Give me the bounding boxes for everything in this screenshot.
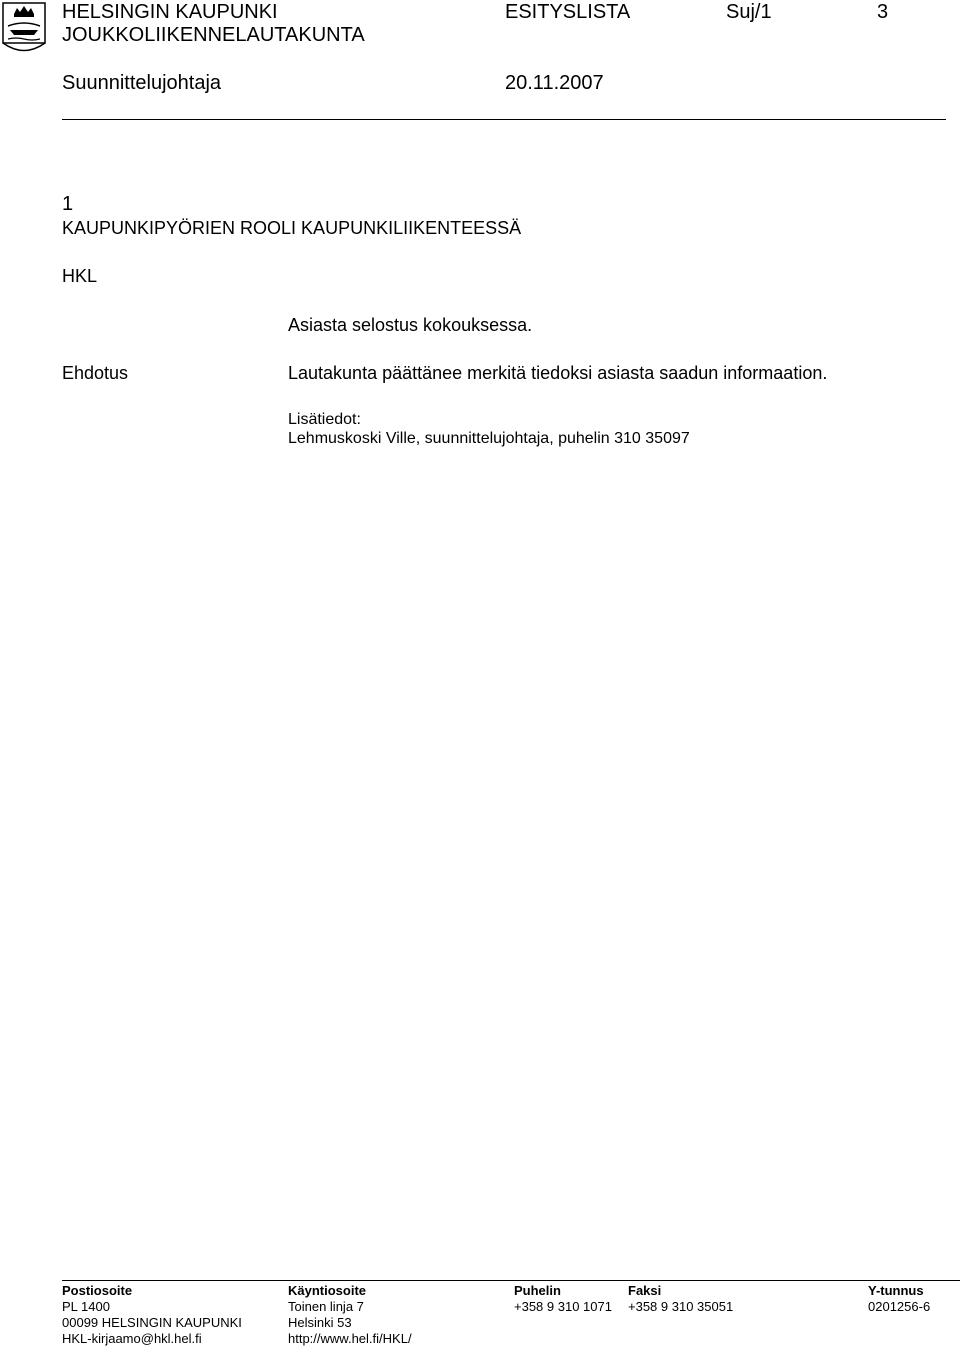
page-number: 3 (877, 1, 889, 23)
item-number: 1 (62, 193, 74, 215)
postal-address-line: 00099 HELSINGIN KAUPUNKI (62, 1315, 242, 1330)
section-code: Suj/1 (726, 1, 772, 23)
visiting-address-line: Helsinki 53 (288, 1315, 352, 1330)
business-id-label: Y-tunnus (868, 1283, 924, 1298)
postal-address-label: Postiosoite (62, 1283, 133, 1298)
author-role: Suunnittelujohtaja (62, 72, 222, 94)
visiting-address-label: Käyntiosoite (288, 1283, 367, 1298)
postal-address-line: PL 1400 (62, 1299, 110, 1314)
phone-label: Puhelin (514, 1283, 561, 1298)
contact-text: Lehmuskoski Ville, suunnittelujohtaja, puhelin 310 35097 (288, 430, 690, 447)
business-id-value: 0201256-6 (868, 1299, 931, 1314)
org-name: HELSINGIN KAUPUNKI (62, 1, 278, 23)
proposal-text: Lautakunta päättänee merkitä tiedoksi asiasta saadun informaation. (288, 363, 828, 383)
contact-label: Lisätiedot: (288, 411, 361, 428)
visiting-address-line: Toinen linja 7 (288, 1299, 364, 1314)
phone-number: +358 9 310 1071 (514, 1299, 612, 1314)
item-title: KAUPUNKIPYÖRIEN ROOLI KAUPUNKILIIKENTEESSÄ (62, 218, 522, 238)
document-type: ESITYSLISTA (505, 1, 631, 23)
helsinki-crest-logo (2, 2, 46, 56)
fax-number: +358 9 310 35051 (628, 1299, 734, 1314)
proposal-label: Ehdotus (62, 363, 129, 383)
header-divider (62, 119, 946, 120)
footer-divider (62, 1280, 960, 1281)
item-reference: HKL (62, 266, 98, 286)
document-date: 20.11.2007 (505, 72, 604, 94)
fax-label: Faksi (628, 1283, 662, 1298)
postal-email-link[interactable]: HKL-kirjaamo@hkl.hel.fi (62, 1331, 202, 1346)
committee-name: JOUKKOLIIKENNELAUTAKUNTA (62, 24, 365, 46)
item-summary: Asiasta selostus kokouksessa. (288, 315, 533, 335)
website-link[interactable]: http://www.hel.fi/HKL/ (288, 1331, 412, 1346)
